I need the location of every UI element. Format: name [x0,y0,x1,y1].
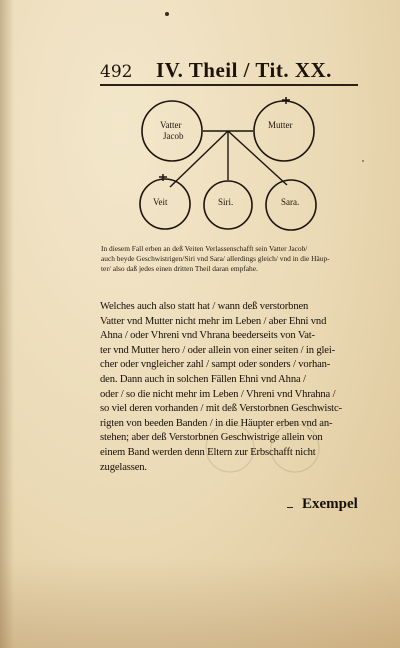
caption-line: In diesem Fall erben an deß Veiten Verlassenschafft sein Vatter Jacob/ [101,244,308,253]
node-label-veit: Veit [153,197,168,207]
body-line: zugelassen. [100,461,147,473]
caption-line: auch beyde Geschwistrigen/Siri vnd Sara/ allerdings gleich/ vnd in die Häup- [101,254,330,263]
body-line: einem Band werden denn Eltern zur Erbschafft nicht [100,446,316,458]
node-circle-mutter [254,101,314,161]
diagram-caption [101,244,359,274]
show-through-bleed [200,418,350,478]
body-line: so viel deren vorhanden / mit deß Verstorbnen Geschwistc- [100,403,342,415]
body-line: Welches auch also statt hat / wann deß verstorbnen [100,301,309,312]
body-line: stehen; aber deß Verstorbnen Geschwistrige allein von [100,432,323,444]
body-line: cher oder vngleicher zahl / sampt oder sonders / vorhan- [100,359,331,371]
running-title: IV. Theil / Tit. XX. [156,58,332,82]
page-number: 492 [100,62,133,82]
node-label-vatter: Vatter [160,120,182,130]
body-line: Vatter vnd Mutter nicht mehr im Leben / aber Ehni vnd [100,315,327,327]
body-line: rigten von beeden Banden / in die Häupter erben vnd an- [100,417,333,429]
caption-line: ter/ also daß jedes einen dritten Theil daran empfahe. [101,264,258,273]
cross-icon [282,97,290,104]
catchword: Exempel [302,496,358,512]
body-line: ter vnd Mutter hero / oder allein von einer seiten / in glei- [100,344,336,356]
body-line: Ahna / oder Vhreni vnd Vhrana beederseits von Vat- [100,330,315,342]
node-label-mutter: Mutter [268,120,293,130]
body-line: den. Dann auch in solchen Fällen Ehni vnd Ahna / [100,373,306,385]
node-label-siri: Siri. [218,197,234,207]
body-line: oder / so die nicht mehr im Leben / Vhreni vnd Vhrahna / [100,388,336,400]
node-label-sara: Sara. [281,197,300,207]
line-to-sara [228,131,287,185]
node-label-vatter-name: Jacob [163,131,184,141]
catchword-dash [287,507,293,508]
